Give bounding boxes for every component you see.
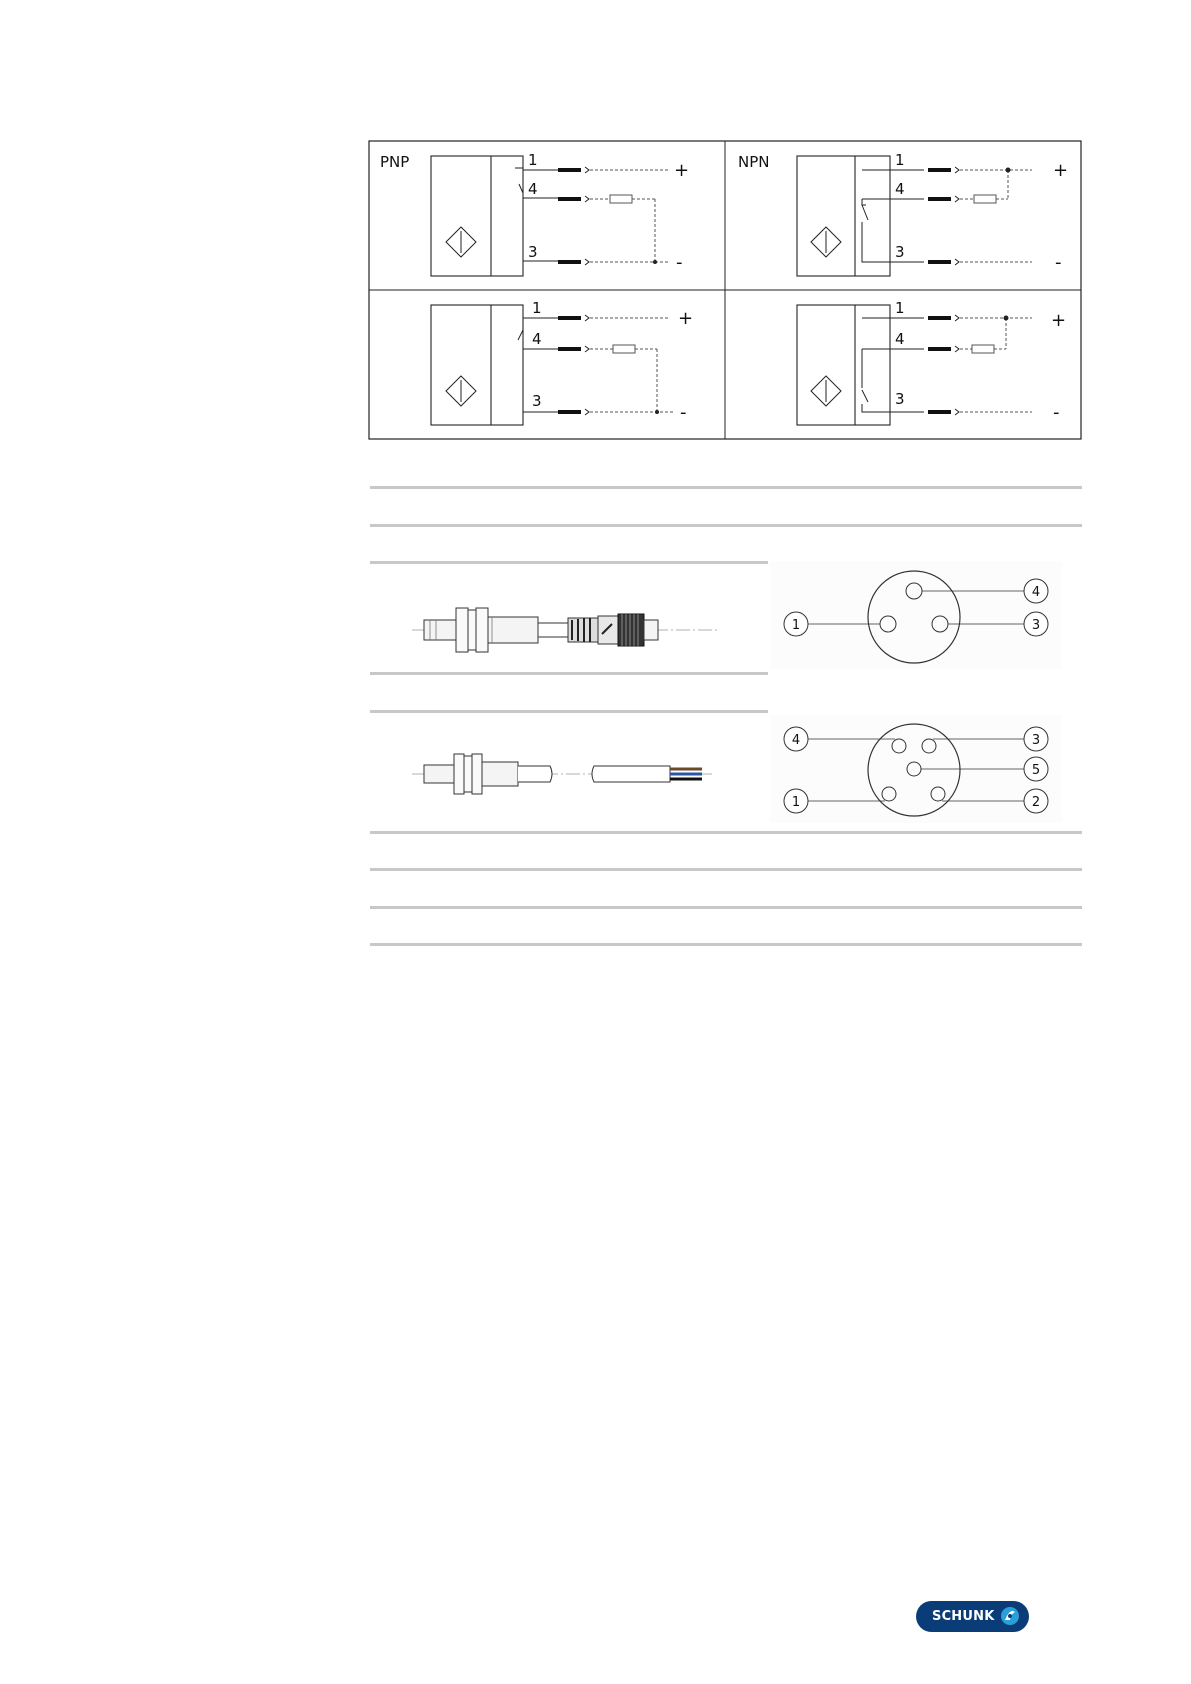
npn-nc-schematic [797,299,1066,425]
table-rule [370,672,768,675]
pin-label: 2 [1031,795,1041,810]
schunk-logo [916,1601,1029,1632]
minus-label: - [1053,402,1060,423]
table-rule [370,868,1082,871]
npn-no-schematic [738,151,1068,276]
pin-1-label: 1 [528,151,538,169]
pin-3-label: 3 [532,392,542,410]
table-rule [370,524,1082,527]
pin-label: 1 [791,795,801,810]
minus-label: - [680,402,687,423]
pin-label: 1 [791,618,801,633]
sensor-plug-drawing [412,600,717,670]
sensor-cable-drawing [412,744,717,804]
plus-label: + [678,308,694,329]
pnp-label: PNP [380,153,410,171]
sensor-symbol-icon [446,376,476,406]
sensor-symbol-icon [811,376,841,406]
pin-4-label: 4 [895,330,905,348]
wiring-diagram [368,140,1082,440]
table-rule [370,906,1082,909]
pin-label: 4 [1031,585,1041,600]
plus-label: + [1051,310,1067,331]
table-rule [370,486,1082,489]
sensor-symbol-icon [811,227,841,257]
pinout-5-pin [770,715,1062,823]
pin-3-label: 3 [895,390,905,408]
pin-3-label: 3 [895,243,905,261]
pin-label: 5 [1031,763,1041,778]
pin-label: 3 [1031,618,1041,633]
table-rule [370,943,1082,946]
sensor-symbol-icon [446,227,476,257]
table-rule [370,710,768,713]
pin-1-label: 1 [895,151,905,169]
table-rule [370,831,1082,834]
pin-3-label: 3 [528,243,538,261]
pin-label: 3 [1031,733,1041,748]
schunk-swirl-icon [999,1605,1021,1627]
plus-label: + [1053,160,1069,181]
pin-1-label: 1 [532,299,542,317]
minus-label: - [1055,252,1062,273]
pin-label: 4 [791,733,801,748]
pnp-nc-schematic [431,299,693,425]
pin-4-label: 4 [895,180,905,198]
table-rule [370,561,768,564]
pin-4-label: 4 [532,330,542,348]
minus-label: - [676,252,683,273]
pinout-3-pin [770,561,1062,669]
npn-label: NPN [738,153,770,171]
pin-1-label: 1 [895,299,905,317]
plus-label: + [674,160,690,181]
pnp-no-schematic [380,151,689,276]
pin-4-label: 4 [528,180,538,198]
logo-text: SCHUNK [932,1609,995,1624]
